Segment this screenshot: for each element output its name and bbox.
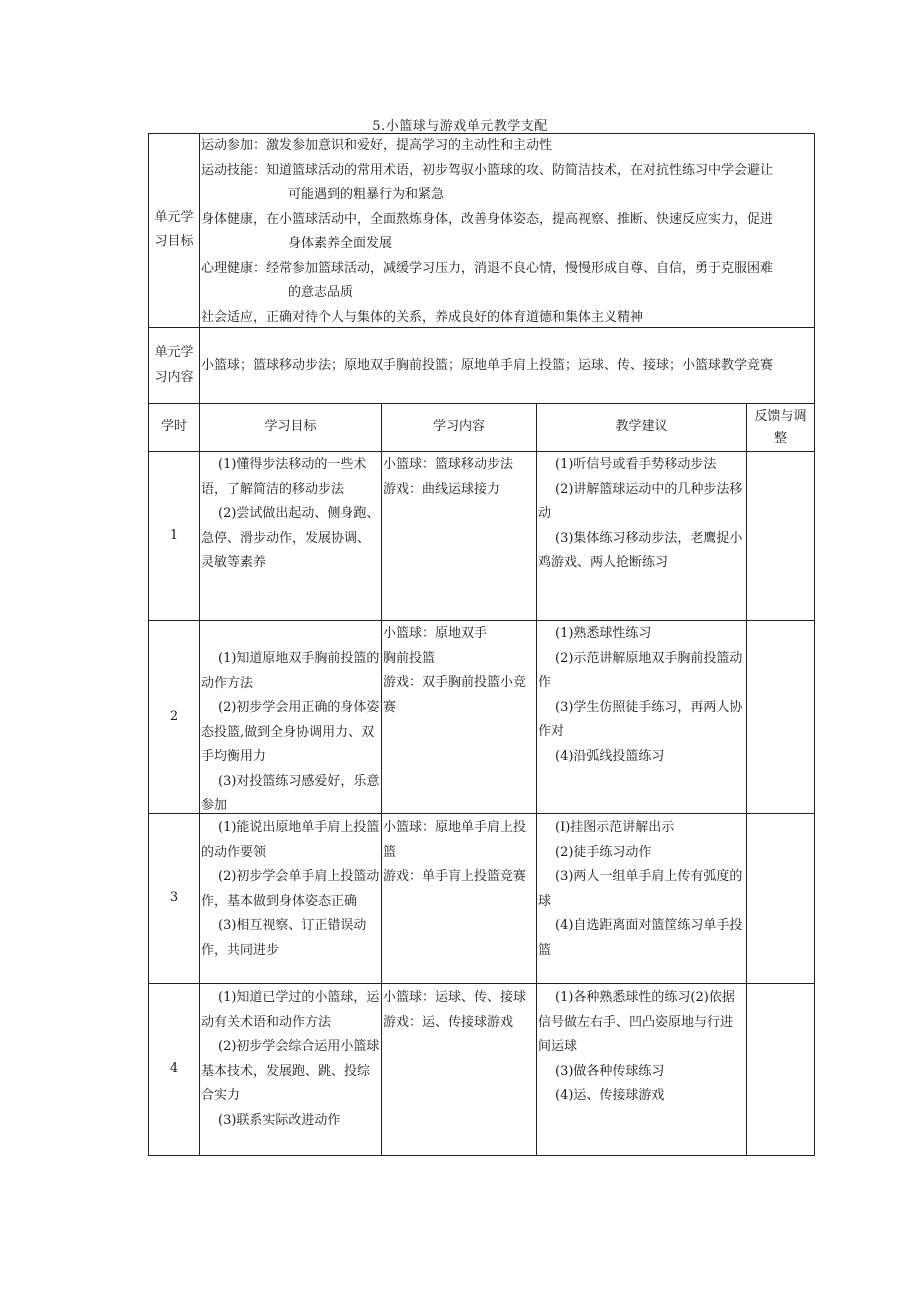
goal-item: (3)相互视察、订正错误动作，共同进步 bbox=[201, 918, 367, 958]
unit-content-text: 小篮球；篮球移动步法；原地双手胸前投篮；原地单手肩上投篮；运球、传、接球；小篮球教学竞赛 bbox=[201, 358, 774, 373]
goal-line: 运动参加：激发参加意识和爱好，提高学习的主动性和主动性 bbox=[201, 138, 553, 153]
row-goals bbox=[201, 453, 380, 576]
content-item: 小篮球：篮球移动步法 bbox=[383, 457, 514, 472]
goal-item: (2)初步学会综合运用小篮球基本技术，发展跑、跳、投综合实力 bbox=[201, 1039, 380, 1103]
goal-item: (3)对投篮练习感爱好，乐意参加 bbox=[201, 773, 380, 813]
header-period: 学时 bbox=[160, 419, 187, 435]
unit-goals-label: 单元学习目标 bbox=[154, 209, 194, 249]
suggestion-item: (1)各种熟悉球性的练习(2)依据信号做左右手、凹凸姿原地与行进间运球 bbox=[538, 990, 735, 1054]
row-goals bbox=[201, 986, 380, 1133]
goal-line: 身体素养全面发展 bbox=[288, 236, 393, 251]
suggestion-item: (4)沿弧线投篮练习 bbox=[555, 748, 665, 764]
goal-line: 可能遇到的粗暴行为和紧急 bbox=[288, 187, 445, 202]
suggestion-item: (3)两人一组单手肩上传有弧度的球 bbox=[538, 869, 743, 909]
content-item: 游戏：单手肓上投篮竞赛 bbox=[383, 869, 527, 884]
suggestion-item: (I)挂图示范讲解出示 bbox=[555, 820, 675, 835]
goal-item: (1)知道已学过的小篮球，运动有关术语和动作方法 bbox=[201, 990, 380, 1030]
suggestion-item: (3)学生仿照徒手练习，再两人协作对 bbox=[538, 699, 743, 739]
row-period: 4 bbox=[169, 1061, 179, 1077]
goal-item: (1)懂得步法移动的一些术语，了解简洁的移动步法 bbox=[201, 457, 367, 497]
row-suggestions bbox=[538, 622, 745, 769]
goal-line: 运动技能：知道篮球活动的常用术语，初步驾驭小篮球的攻、防简洁技术，在对抗性练习中学会避让 bbox=[201, 162, 774, 178]
suggestion-item: (4)运、传接球游戏 bbox=[555, 1088, 665, 1103]
row-period: 2 bbox=[169, 708, 179, 724]
goal-item: (2)尝试做出起动、侧身跑、急停、滑步动作，发展协调、灵敏等素养 bbox=[201, 506, 380, 570]
suggestion-item: (3)做各种传球练习 bbox=[555, 1063, 665, 1079]
suggestion-item: (1)听信号或看手势移动步法 bbox=[555, 457, 717, 472]
goal-line: 身体健康，在小篮球活动中，全面熬炼身体，改善身体姿态，提高视察、推断、快速反应实力，促进 bbox=[201, 211, 774, 227]
content-item: 小篮球：原地单手肩上投篮 bbox=[383, 820, 527, 860]
goal-item: (2)初步学会用正确的身体姿态投篮,做到全身协调用力、双手均衡用力 bbox=[201, 700, 380, 764]
suggestion-item: (2)示范讲解原地双手胸前投篮动作 bbox=[538, 650, 743, 690]
row-suggestions bbox=[538, 986, 745, 1109]
row-suggestions bbox=[538, 816, 745, 963]
suggestion-item: (2)讲解篮球运动中的几种步法移动 bbox=[538, 481, 743, 521]
row-content bbox=[383, 453, 535, 502]
goal-item: (1)能说出原地单手肩上投篮的动作要领 bbox=[201, 820, 380, 860]
page-title: 5.小篮球与游戏单元教学支配 bbox=[372, 119, 548, 134]
unit-content-label: 单元学习内容 bbox=[154, 345, 194, 385]
row-content bbox=[383, 986, 535, 1035]
row-goals bbox=[201, 816, 380, 963]
unit-goals-text bbox=[201, 134, 813, 330]
goal-line: 的意志品质 bbox=[288, 285, 354, 300]
row-period: 1 bbox=[169, 527, 179, 543]
header-goals: 学习目标 bbox=[264, 419, 317, 435]
goal-item: (3)联系实际改进动作 bbox=[218, 1112, 341, 1128]
content-item: 小篮球：原地双手胸前投篮 bbox=[383, 626, 488, 666]
header-feedback: 反馈与调整 bbox=[754, 408, 807, 446]
header-suggestions: 教学建议 bbox=[615, 419, 668, 435]
suggestion-item: (3)集体练习移动步法，老鹰捉小鸡游戏、两人抢断练习 bbox=[538, 530, 743, 570]
row-period: 3 bbox=[169, 890, 179, 906]
header-content: 学习内容 bbox=[432, 419, 485, 435]
row-goals bbox=[201, 647, 380, 819]
suggestion-item: (4)自选距离面对篮筐练习单手投篮 bbox=[538, 918, 743, 958]
goal-line: 社会适应，正确对待个人与集体的关系，养成良好的体育道德和集体主义精神 bbox=[201, 309, 644, 325]
content-item: 游戏：曲线运球接力 bbox=[383, 481, 501, 497]
suggestion-item: (1)熟悉球性练习 bbox=[555, 626, 652, 641]
suggestion-item: (2)徒手练习动作 bbox=[555, 844, 652, 860]
content-item: 游戏：运、传接球游戏 bbox=[383, 1014, 514, 1030]
row-content bbox=[383, 622, 535, 720]
goal-item: (1)知道原地双手胸前投篮的动作方法 bbox=[201, 651, 380, 691]
row-content bbox=[383, 816, 535, 890]
content-item: 游戏：双手胸前投篮小竞赛 bbox=[383, 675, 527, 715]
goal-item: (2)初步学会单手肩上投篮动作，基本做到身体姿态正确 bbox=[201, 869, 380, 909]
content-item: 小篮球：运球、传、接球 bbox=[383, 990, 527, 1005]
row-suggestions bbox=[538, 453, 745, 576]
goal-line: 心理健康：经常参加篮球活动，减缓学习压力，消退不良心情，慢慢形成自尊、自信，勇于克服困难 bbox=[201, 260, 774, 276]
